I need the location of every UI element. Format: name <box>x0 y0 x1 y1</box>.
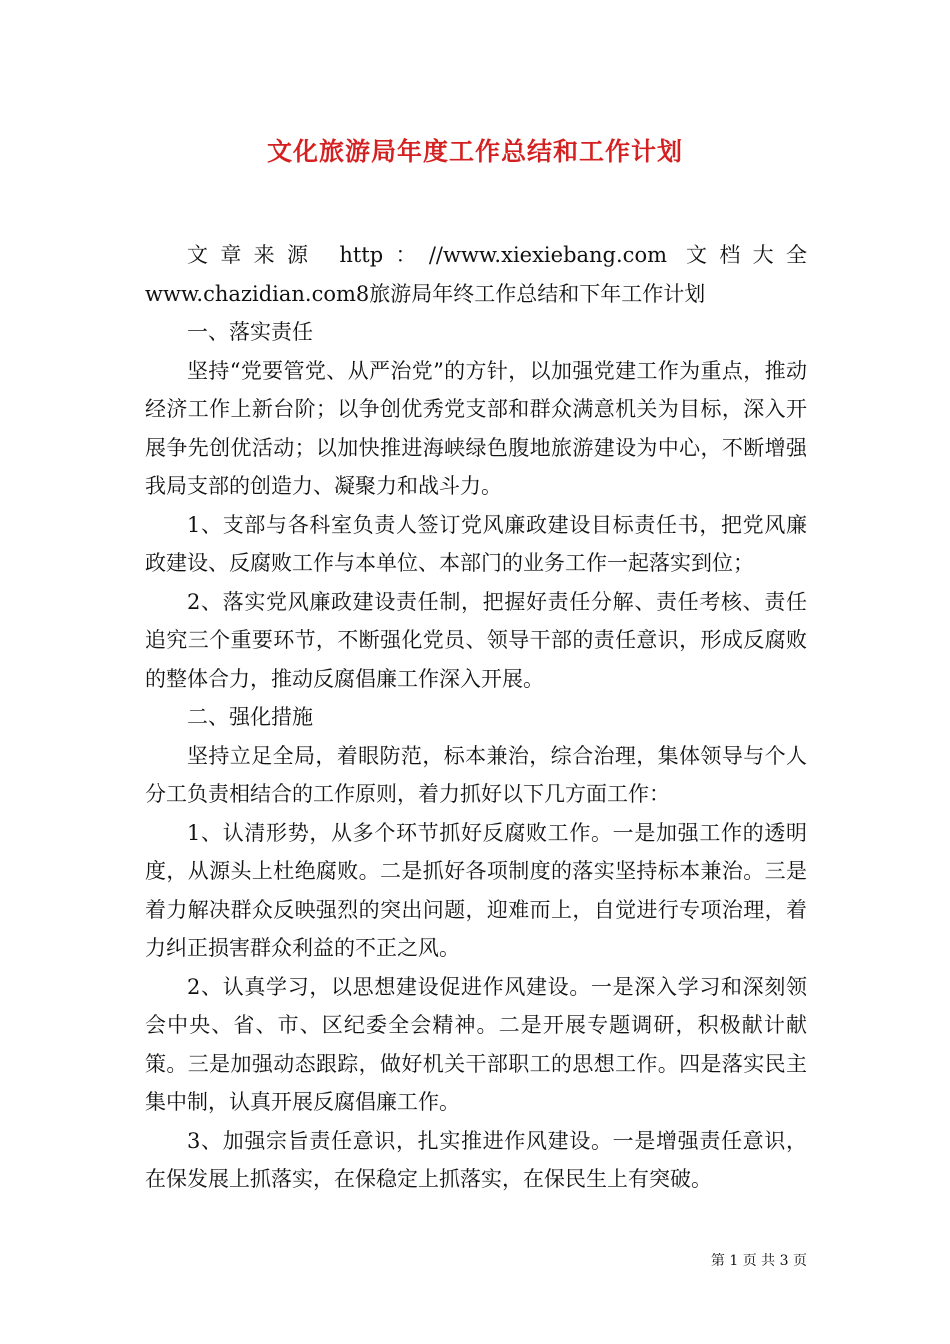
paragraph: 1、认清形势，从多个环节抓好反腐败工作。一是加强工作的透明度，从源头上杜绝腐败。二是抓好各项制度的落实坚持标本兼治。三是着力解决群众反映强烈的突出问题，迎难而上，自觉进行专项治理，着力纠正损害群众利益的不正之风。 <box>145 820 807 960</box>
paragraph: 1、支部与各科室负责人签订党风廉政建设目标责任书，把党风廉政建设、反腐败工作与本单位、本部门的业务工作一起落实到位； <box>145 512 807 575</box>
document-body <box>145 236 807 1199</box>
paragraph: 2、落实党风廉政建设责任制，把握好责任分解、责任考核、责任追究三个重要环节，不断强化党员、领导干部的责任意识，形成反腐败的整体合力，推动反腐倡廉工作深入开展。 <box>145 589 807 691</box>
paragraph: 3、加强宗旨责任意识，扎实推进作风建设。一是增强责任意识，在保发展上抓落实，在保稳定上抓落实，在保民生上有突破。 <box>145 1128 807 1191</box>
section-heading-2: 二、强化措施 <box>187 705 313 729</box>
document-title: 文化旅游局年度工作总结和工作计划 <box>266 137 683 166</box>
paragraph: 坚持立足全局，着眼防范，标本兼治，综合治理，集体领导与个人分工负责相结合的工作原则，着力抓好以下几方面工作： <box>145 743 807 806</box>
section-heading-1: 一、落实责任 <box>187 320 313 344</box>
source-line: 文章来源 http：//www.xiexiebang.com 文档大全 www.chazidian.com8旅游局年终工作总结和下年工作计划 <box>145 243 807 306</box>
page-number-footer: 第 1 页 共 3 页 <box>710 1253 807 1269</box>
paragraph: 坚持“党要管党、从严治党”的方针，以加强党建工作为重点，推动经济工作上新台阶；以争创优秀党支部和群众满意机关为目标，深入开展争先创优活动；以加快推进海峡绿色腹地旅游建设为中心，不断增强我局支部的创造力、凝聚力和战斗力。 <box>145 358 807 498</box>
paragraph: 2、认真学习，以思想建设促进作风建设。一是深入学习和深刻领会中央、省、市、区纪委全会精神。二是开展专题调研，积极献计献策。三是加强动态跟踪，做好机关干部职工的思想工作。四是落实民主集中制，认真开展反腐倡廉工作。 <box>145 974 807 1114</box>
